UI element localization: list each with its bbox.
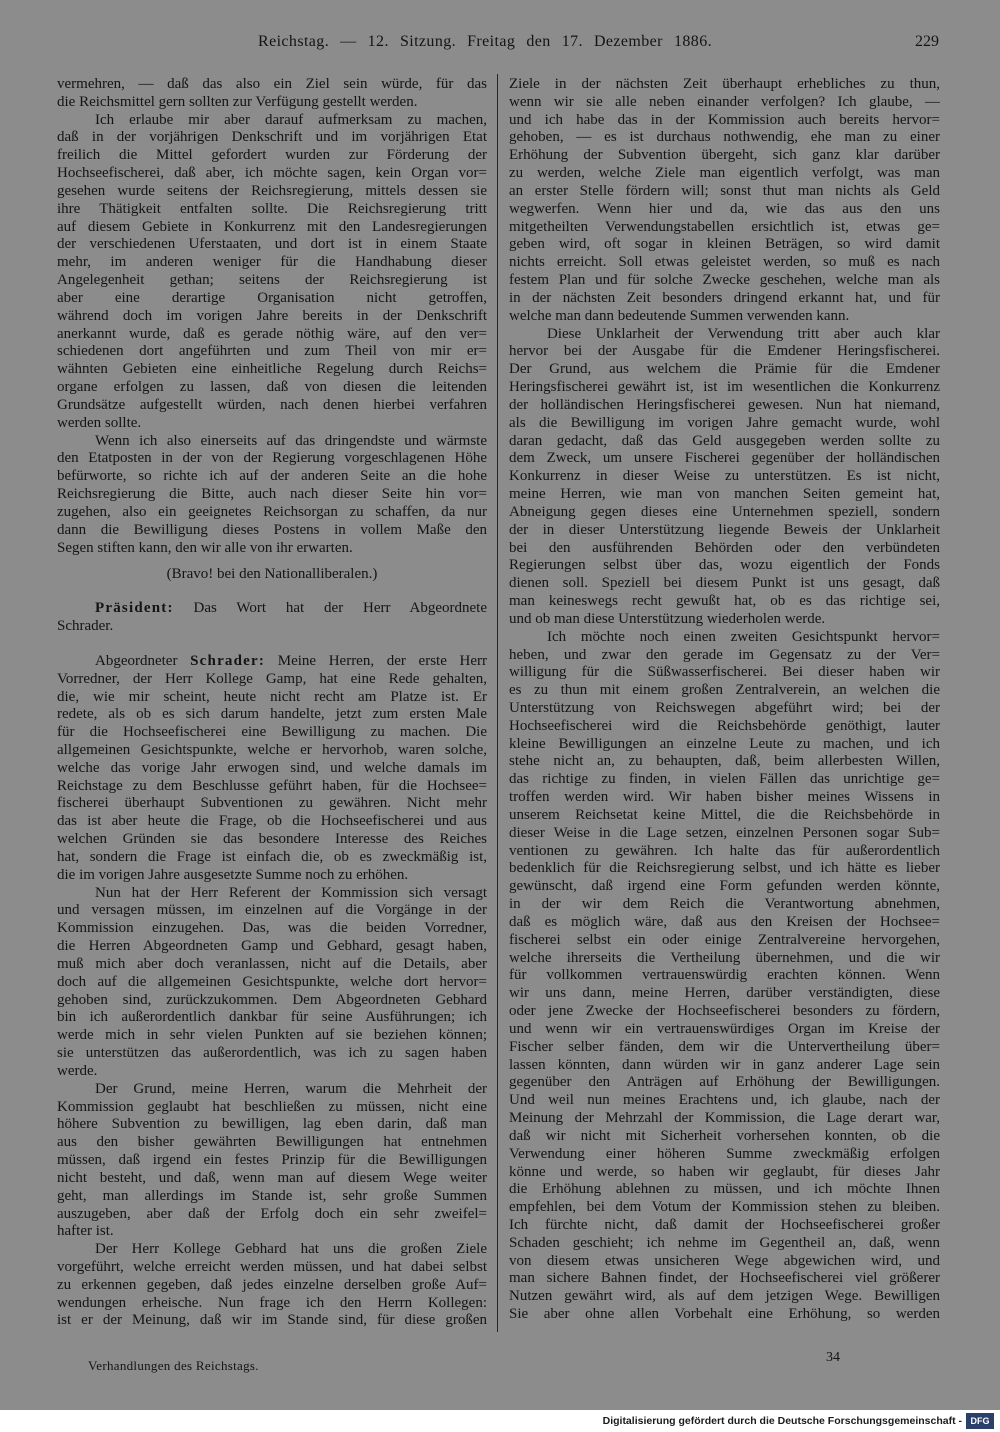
text-line: man keineswegs recht gewußt hat, ob es das richtige sei, xyxy=(509,593,940,610)
text-line: fischerei überhaupt Subventionen zu gewähren. Nicht mehr xyxy=(57,795,487,812)
text-line: auf diesem Gebiete in Konkurrenz mit den Landesregierungen xyxy=(57,218,487,235)
text-line: für die Hochseefischerei eine Bewilligung zu machen. Die xyxy=(57,724,487,741)
text-line: doch auf die allgemeinen Gesichtspunkte, welche dort hervor= xyxy=(57,973,487,990)
paragraph-continuation xyxy=(57,671,487,885)
text-line: lassen könnten, dann würden wir in ganz anderer Lage sein xyxy=(509,1056,940,1073)
speaker-line xyxy=(57,653,487,671)
text-line: Verwendung einer höheren Summe zweckmäßig erfolgen xyxy=(509,1145,940,1162)
text-line: welchen Gründen sie das besondere Interesse des Reiches xyxy=(57,831,487,848)
text-line: hervor bei der Ausgabe für die Emdener Heringsfischerei. xyxy=(509,343,940,360)
text-line: nichts erreicht. Soll etwas geleistet werden, so muß es nach xyxy=(509,254,940,271)
text-line: wendungen erheische. Nun frage ich den Herrn Kollegen: xyxy=(57,1294,487,1311)
text-line: Segen stiften kann, den wir alle von ihr erwarten. xyxy=(57,539,353,556)
text-line: Reichstage zu dem Beschlusse geführt haben, für die Hochsee= xyxy=(57,777,487,794)
paragraph xyxy=(57,112,487,433)
speaker-line-text: Meine Herren, der erste Herr xyxy=(277,652,487,669)
paragraph-continuation xyxy=(57,618,487,636)
text-line: welche man dann bedeutende Summen verwenden kann. xyxy=(509,307,850,324)
text-line: oder jene Zwecke der Hochseefischerei besonders zu fördern, xyxy=(509,1003,940,1020)
text-line: in der nächsten Zeit besonders dringend erkannt hat, und für xyxy=(509,289,940,306)
text-line: wenn wir sie alle neben einander verfolgen? Ich glaube, — xyxy=(509,93,940,110)
text-line: Nun hat der Herr Referent der Kommission sich versagt xyxy=(95,884,487,901)
speaker-name: Schrader: xyxy=(190,652,266,669)
text-line: gehoben, — es ist durchaus nothwendig, ehe man zu einer xyxy=(509,129,940,146)
text-line: werde. xyxy=(57,1062,98,1079)
text-line: anerkannt wurde, daß es gerade nöthig wäre, auf den ver= xyxy=(57,325,487,342)
text-line: zu erkennen gegeben, daß jedes einzelne derselben große Auf= xyxy=(57,1276,487,1293)
text-line: bedenklich für die Reichsregierung selbst, und ich hätte es lieber xyxy=(509,860,940,877)
text-line: es zu thun mit einem großen Zentralverein, an welchen die xyxy=(509,682,940,699)
text-line: der in dieser Unterstützung liegende Beweis der Unklarheit xyxy=(509,521,940,538)
text-line: daß in der vorjährigen Denkschrift und im vorjährigen Etat xyxy=(57,129,487,146)
text-line: heben, und zwar den gerade im Gegensatz zu der Ver= xyxy=(509,646,940,663)
text-line: zu werden, welche Ziele man eigentlich verfolgt, was man xyxy=(509,165,940,182)
text-line: Hochseefischerei, daß aber, ich möchte sagen, kein Organ vor= xyxy=(57,165,487,182)
text-line: mitgetheilten Verwendungstabellen ersichtlich ist, etwas ge= xyxy=(509,218,940,235)
text-line: Konkurrenz in dieser Weise zu unterstützen. Es ist nicht, xyxy=(509,468,940,485)
text-line: höhere Subvention zu bewilligen, lag eben darin, daß man xyxy=(57,1116,487,1133)
left-column xyxy=(57,76,487,1330)
text-line: dienen soll. Speziell bei diesem Punkt ist uns gesagt, daß xyxy=(509,575,940,592)
text-line: werden sollte. xyxy=(57,414,142,431)
text-line: das richtige zu finden, in vielen Fällen das unrichtige ge= xyxy=(509,771,940,788)
text-line: wir uns dann, meine Herren, darüber verständigten, diese xyxy=(509,985,940,1002)
text-line: gesehen wurde seitens der Reichsregierung, mittels dessen sie xyxy=(57,182,487,199)
speaker-line xyxy=(57,600,487,618)
text-line: bei den ausführenden Behörden oder den verbündeten xyxy=(509,539,940,556)
text-line: dann die Bewilligung dieses Postens in vollem Maße den xyxy=(57,521,487,538)
text-line: als die Bewilligung im vorigen Jahre gemacht wurde, wohl xyxy=(509,414,940,431)
funding-note: Digitalisierung gefördert durch die Deutsche Forschungsgemeinschaft - xyxy=(602,1415,962,1427)
text-line: das ist aber heute die Frage, ob die Hochseefischerei und aus xyxy=(57,813,487,830)
text-line: zugehen, also ein geeignetes Reichsorgan zu schaffen, da nur xyxy=(57,503,487,520)
text-line: die, wie mir scheint, heute nicht recht am Platze ist. Er xyxy=(57,688,487,705)
text-line: Wenn ich also einerseits auf das dringendste und wärmste xyxy=(95,432,487,449)
text-line: empfehlen, bei dem Votum der Kommission stehen zu bleiben. xyxy=(509,1199,940,1216)
text-line: ist er der Meinung, daß wir im Stande sind, für diese großen xyxy=(57,1312,487,1329)
text-line: geben wird, oft sogar in kleinen Beträgen, so wird damit xyxy=(509,236,940,253)
text-line: Heringsfischerei gewährt ist, ist im wesentlichen die Konkurrenz xyxy=(509,379,940,396)
text-line: werde mich in sehr vielen Punkten auf sie beziehen können; xyxy=(57,1027,487,1044)
text-line: geht, man allerdings im Stande ist, sehr große Summen xyxy=(57,1187,487,1204)
interjection-text: (Bravo! bei den Nationalliberalen.) xyxy=(166,566,378,583)
text-line: die Reichsmittel gern sollten zur Verfügung gestellt werden. xyxy=(57,93,418,110)
text-line: Schrader. xyxy=(57,618,114,635)
text-line: die Erhöhung ablehnen zu müssen, und ich möchte Ihnen xyxy=(509,1181,940,1198)
text-line: der verschiedenen Uferstaaten, und dort ist in einem Staate xyxy=(57,236,487,253)
text-line: aber eine derartige Organisation nicht getroffen, xyxy=(57,289,487,306)
text-line: gewünscht, daß irgend eine Form gefunden werden könnte, xyxy=(509,878,940,895)
president-call xyxy=(57,600,487,636)
text-line: fischerei selbst ein oder einige Zentralvereine hervorgehen, xyxy=(509,931,940,948)
text-line: Sie aber ohne allen Vorbehalt eine Erhöhung, so werden xyxy=(509,1306,940,1323)
text-line: befürworte, so richte ich auf der anderen Seite an die hohe xyxy=(57,468,487,485)
text-line: von diesem etwas unsicheren Wege abgewichen wird, und xyxy=(509,1252,940,1269)
text-line: kleine Bewilligungen an einzelne Leute zu machen, und ich xyxy=(509,735,940,752)
text-line: Kommission einzugehen. Das, was die beiden Vorredner, xyxy=(57,920,487,937)
text-line: vorgeführt, welche erreicht werden müssen, und hat dabei selbst xyxy=(57,1259,487,1275)
text-line: ventionen zu gewähren. Ich halte das für außerordentlich xyxy=(509,842,940,859)
speaker-line-text: Das Wort hat der Herr Abgeordnete xyxy=(193,600,487,617)
right-column xyxy=(509,76,940,1324)
dfg-logo: DFG xyxy=(966,1413,994,1429)
column-divider xyxy=(497,74,498,1332)
digitization-banner xyxy=(0,1410,1000,1432)
volume-title: Verhandlungen des Reichstags. xyxy=(88,1358,259,1373)
paragraph xyxy=(509,629,940,1324)
text-line: allgemeinen Gesichtspunkte, welche er hervorhob, waren solche, xyxy=(57,741,487,758)
text-line: auszugeben, aber daß der Erfolg doch ein sehr zweifel= xyxy=(57,1205,487,1222)
text-line: und wenn wir ein vertrauenswürdiges Organ im Kreise der xyxy=(509,1020,940,1037)
text-line: nicht besteht, und daß, wenn man auf diesem Wege weiter xyxy=(57,1169,487,1186)
text-line: für vollkommen vertrauenswürdig erachten können. Wenn xyxy=(509,967,940,984)
text-line: an erster Stelle fördern will; sonst thut man nichts als Geld xyxy=(509,182,940,199)
text-line: Angelegenheit gethan; seitens der Reichsregierung ist xyxy=(57,272,487,289)
text-line: Ich möchte noch einen zweiten Gesichtspunkt hervor= xyxy=(547,628,940,645)
text-line: der holländischen Heringsfischerei gewesen. Nun hat niemand, xyxy=(509,396,940,413)
text-line: organe erfolgen zu lassen, daß von diesen die leitenden xyxy=(57,379,487,396)
paragraph xyxy=(509,76,940,326)
text-line: die Herren Abgeordneten Gamp und Gebhard, gesagt haben, xyxy=(57,938,487,955)
text-line: Abneigung gegen dieses eine Unternehmen speziell, sondern xyxy=(509,503,940,520)
signature-mark: 34 xyxy=(826,1350,840,1365)
text-line: Ich fürchte nicht, daß damit der Hochseefischerei großer xyxy=(509,1217,940,1233)
text-line: daß es möglich wäre, daß aus den Kreisen der Hochsee= xyxy=(509,913,940,930)
text-line: festem Plan und für solche Zwecke geschehen, welche man als xyxy=(509,272,940,289)
text-line: Vorredner, der Herr Kollege Gamp, hat eine Rede gehalten, xyxy=(57,670,487,687)
text-line: vermehren, — daß das also ein Ziel sein würde, für das xyxy=(57,76,487,92)
text-line: man sichere Bahnen findet, der Hochseefischerei viel größerer xyxy=(509,1270,940,1287)
text-line: Hochseefischerei wird die Reichsbehörde genöthigt, lauter xyxy=(509,717,940,734)
text-line: Reichsregierung die Bitte, auch nach dieser Seite hin vor= xyxy=(57,486,487,503)
text-line: und ob man diese Unterstützung wiederholen werde. xyxy=(509,610,826,627)
text-line: welche das vorige Jahr erwogen sind, und welche damals im xyxy=(57,759,487,776)
text-line: Der Herr Kollege Gebhard hat uns die großen Ziele xyxy=(95,1241,487,1258)
running-header: Reichstag. — 12. Sitzung. Freitag den 17. Dezember 1886. xyxy=(258,33,712,50)
text-line: mehr, im anderen weniger für die Handhabung dieser xyxy=(57,254,487,271)
text-line: daran gedacht, daß das Geld ausgegeben werden sollte zu xyxy=(509,432,940,449)
paragraph xyxy=(509,326,940,629)
text-line: Kommission geglaubt hat beschließen zu müssen, nicht eine xyxy=(57,1098,487,1115)
text-line: die im vorigen Jahre ausgesetzte Summe noch zu erhöhen. xyxy=(57,866,409,883)
text-line: sie unterstützen das außerordentlich, was ich zu sagen haben xyxy=(57,1045,487,1062)
text-line: Grundsätze aufgestellt würden, nach denen hierbei verfahren xyxy=(57,396,487,413)
text-line: hafter ist. xyxy=(57,1223,114,1240)
text-line: Schaden geschieht; ich nehme im Gegentheil an, daß, wenn xyxy=(509,1234,940,1251)
text-line: und ich habe das in der Kommission auch bereits hervor= xyxy=(509,111,940,128)
text-line: dem Zweck, um unsere Fischerei gegenüber der holländischen xyxy=(509,450,940,467)
text-line: welche ihrerseits die Vertheilung übernehmen, und die wir xyxy=(509,949,940,966)
text-line: Ziele in der nächsten Zeit überhaupt erhebliches zu thun, xyxy=(509,76,940,92)
text-line: dieser Weise in die Lage setzen, einzelnen Personen sogar Sub= xyxy=(509,824,940,841)
text-line: müssen, daß irgend ein festes Prinzip für die Bewilligungen xyxy=(57,1152,487,1169)
text-line: wegwerfen. Wenn hier und da, wie das aus den uns xyxy=(509,200,940,217)
text-line: gegenüber den Anträgen auf Erhöhung der Bewilligungen. xyxy=(509,1074,940,1091)
text-line: daß wir nicht mit Sicherheit vorhersehen konnten, ob die xyxy=(509,1127,940,1144)
text-line: in der wir dem Reich die Verantwortung abnehmen, xyxy=(509,896,940,913)
interjection xyxy=(57,566,487,584)
speaker-name: Präsident: xyxy=(95,600,174,617)
paragraph xyxy=(57,76,487,112)
speech-opening xyxy=(57,653,487,885)
text-line: Meinung der Mehrzahl der Kommission, die Lage derart war, xyxy=(509,1110,940,1127)
text-line: ihre Thätigkeit entfalten sollte. Die Reichsregierung tritt xyxy=(57,200,487,217)
text-line: Der Grund, meine Herren, warum die Mehrheit der xyxy=(95,1080,487,1097)
text-line: Nutzen gewährt wird, als auf dem jetzigen Wege. Bewilligen xyxy=(509,1288,940,1305)
text-line: Erhöhung der Subvention übergeht, sich ganz klar darüber xyxy=(509,147,940,164)
text-line: aus den bisher gewährten Bewilligungen hat entnehmen xyxy=(57,1134,487,1151)
text-line: Der Grund, aus welchem die Prämie für die Emdener xyxy=(509,361,940,378)
speaker-role: Abgeordneter xyxy=(95,652,178,669)
text-line: Unterstützung von Reichswegen abgeführt wird; bei der xyxy=(509,699,940,716)
paragraph xyxy=(57,433,487,558)
text-line: gehoben sind, zurückzukommen. Dem Abgeordneten Gebhard xyxy=(57,991,487,1008)
text-line: stehe nicht an, zu behaupten, daß, beim allerbesten Willen, xyxy=(509,753,940,770)
text-line: troffen werden wird. Wir haben bisher meines Wissens in xyxy=(509,789,940,806)
text-line: könne und werde, so haben wir geglaubt, für dieses Jahr xyxy=(509,1163,940,1180)
paragraph xyxy=(57,885,487,1081)
text-line: den Etatposten in der von der Regierung vorgeschlagenen Höhe xyxy=(57,450,487,467)
text-line: Ich erlaube mir aber darauf aufmerksam zu machen, xyxy=(95,111,487,128)
text-line: muß mich aber doch veranlassen, nicht auf die Details, aber xyxy=(57,955,487,972)
text-line: und versagen müssen, im einzelnen auf die Vorgänge in der xyxy=(57,902,487,919)
text-line: Fischer selber fänden, dem wir die Untervertheilung über= xyxy=(509,1038,940,1055)
text-line: wähnten Gebieten eine einheitliche Regelung durch Reichs= xyxy=(57,361,487,378)
text-line: redete, als ob es sich darum handelte, jetzt zum ersten Male xyxy=(57,706,487,723)
text-line: schiedenen dort angeführten und zum Theil von mir er= xyxy=(57,343,487,360)
text-line: freilich die Mittel gefordert wurden zur Förderung der xyxy=(57,147,487,164)
text-line: meine Herren, wie man von manchen Seiten gemeint hat, xyxy=(509,486,940,503)
text-line: bin ich außerordentlich dankbar für seine Ausführungen; ich xyxy=(57,1009,487,1026)
page-number: 229 xyxy=(915,33,939,50)
text-line: unserem Reichsetat keine Mittel, die die Reichsbehörde in xyxy=(509,806,940,823)
text-line: Diese Unklarheit der Verwendung tritt aber auch klar xyxy=(547,325,940,342)
text-line: willigung für die Süßwasserfischerei. Bei dieser haben wir xyxy=(509,664,940,681)
paragraph xyxy=(57,1241,487,1330)
text-line: hat, sondern die Frage ist einfach die, ob es zweckmäßig ist, xyxy=(57,848,487,865)
paragraph xyxy=(57,1081,487,1241)
text-line: während doch im vorigen Jahre bereits in der Denkschrift xyxy=(57,307,487,324)
text-line: Und weil nun meines Erachtens und, ich glaube, nach der xyxy=(509,1092,940,1109)
text-line: Regierungen selbst über das, wozu eigentlich der Fonds xyxy=(509,557,940,574)
